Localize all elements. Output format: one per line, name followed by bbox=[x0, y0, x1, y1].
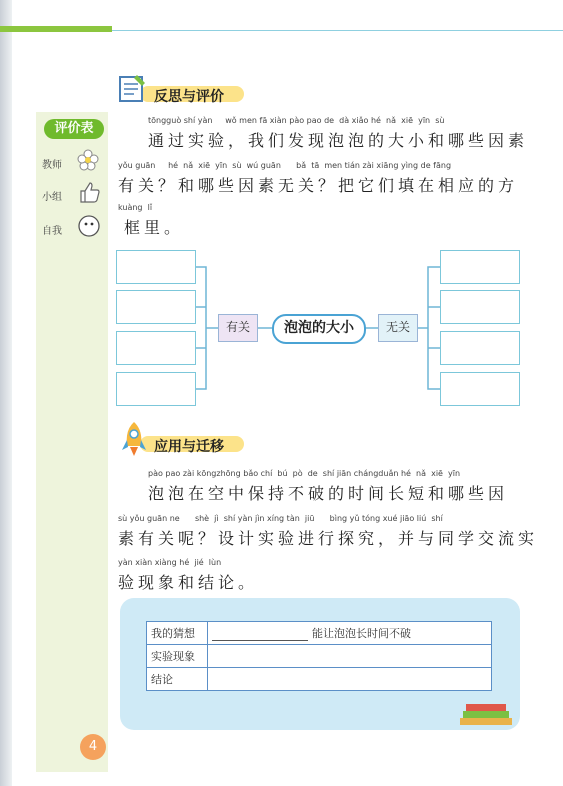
row-label: 实验现象 bbox=[147, 645, 208, 668]
row-value-cell[interactable] bbox=[208, 668, 492, 691]
unrelated-factor-box[interactable] bbox=[440, 372, 520, 406]
evaluation-row-self bbox=[42, 222, 62, 237]
pinyin-line: yǒu guān hé nǎ xiē yīn sù wú guān bǎ tā men tián zài xiāng yìng de fāng bbox=[118, 161, 452, 170]
related-factor-box[interactable] bbox=[116, 290, 196, 324]
pinyin-line: kuàng lǐ bbox=[118, 203, 153, 212]
header-rule bbox=[112, 30, 563, 31]
unrelated-factor-box[interactable] bbox=[440, 331, 520, 365]
diagram-center-topic: 泡泡的大小 bbox=[272, 314, 366, 344]
evaluation-sidebar bbox=[36, 112, 108, 772]
pinyin-line: tōngguò shí yàn wǒ men fā xiàn pào pao de dà xiǎo hé nǎ xiē yīn sù bbox=[148, 116, 445, 125]
flower-icon[interactable] bbox=[76, 148, 100, 172]
unrelated-factor-box[interactable] bbox=[440, 290, 520, 324]
evaluation-row-label: 教师 bbox=[42, 160, 62, 171]
blank-underline bbox=[212, 627, 308, 641]
evaluation-title: 评价表 bbox=[44, 119, 104, 139]
row-value-cell[interactable] bbox=[208, 645, 492, 668]
thumbs-up-icon[interactable] bbox=[78, 180, 100, 204]
smiley-icon[interactable] bbox=[77, 214, 101, 238]
pinyin-line: pào pao zài kōngzhōng bǎo chí bú pò de shí jiān chángduǎn hé nǎ xiē yīn bbox=[148, 469, 461, 478]
related-factor-box[interactable] bbox=[116, 372, 196, 406]
text-line: 通过实验，我们发现泡泡的大小和哪些因素 bbox=[148, 131, 529, 150]
text-line: 有关？和哪些因素无关？把它们填在相应的方 bbox=[118, 176, 519, 195]
pinyin-line: yàn xiàn xiàng hé jié lùn bbox=[118, 558, 222, 567]
related-factor-box[interactable] bbox=[116, 250, 196, 284]
row-value: 能让泡泡长时间不破 bbox=[312, 627, 411, 640]
record-table bbox=[146, 621, 492, 691]
section-title-reflect: 反思与评价 bbox=[154, 89, 224, 105]
unrelated-factor-box[interactable] bbox=[440, 250, 520, 284]
text-line: 框里。 bbox=[124, 218, 185, 237]
page-number: 4 bbox=[80, 734, 106, 760]
evaluation-row-teacher bbox=[42, 156, 62, 171]
pinyin-line: sù yǒu guān ne shè jì shí yàn jìn xíng tàn jiū bìng yǔ tóng xué jiāo liú shí bbox=[118, 514, 443, 523]
row-label: 结论 bbox=[147, 668, 208, 691]
unrelated-label: 无关 bbox=[378, 314, 418, 342]
rocket-icon bbox=[119, 420, 149, 458]
text-line: 泡泡在空中保持不破的时间长短和哪些因 bbox=[148, 484, 509, 503]
table-row bbox=[147, 622, 492, 645]
evaluation-row-group bbox=[42, 188, 62, 203]
header-accent-bar bbox=[0, 26, 112, 32]
book-spine bbox=[0, 0, 12, 786]
books-icon bbox=[456, 700, 516, 728]
text-line: 素有关呢？设计实验进行探究，并与同学交流实 bbox=[118, 529, 539, 548]
related-label: 有关 bbox=[218, 314, 258, 342]
related-factor-box[interactable] bbox=[116, 331, 196, 365]
table-row bbox=[147, 668, 492, 691]
table-row bbox=[147, 645, 492, 668]
row-label: 我的猜想 bbox=[147, 622, 208, 645]
evaluation-row-label: 自我 bbox=[42, 226, 62, 237]
text-line: 验现象和结论。 bbox=[118, 573, 259, 592]
notebook-icon bbox=[117, 72, 149, 104]
evaluation-row-label: 小组 bbox=[42, 192, 62, 203]
row-value-cell[interactable] bbox=[208, 622, 492, 645]
section-title-apply: 应用与迁移 bbox=[154, 439, 224, 455]
